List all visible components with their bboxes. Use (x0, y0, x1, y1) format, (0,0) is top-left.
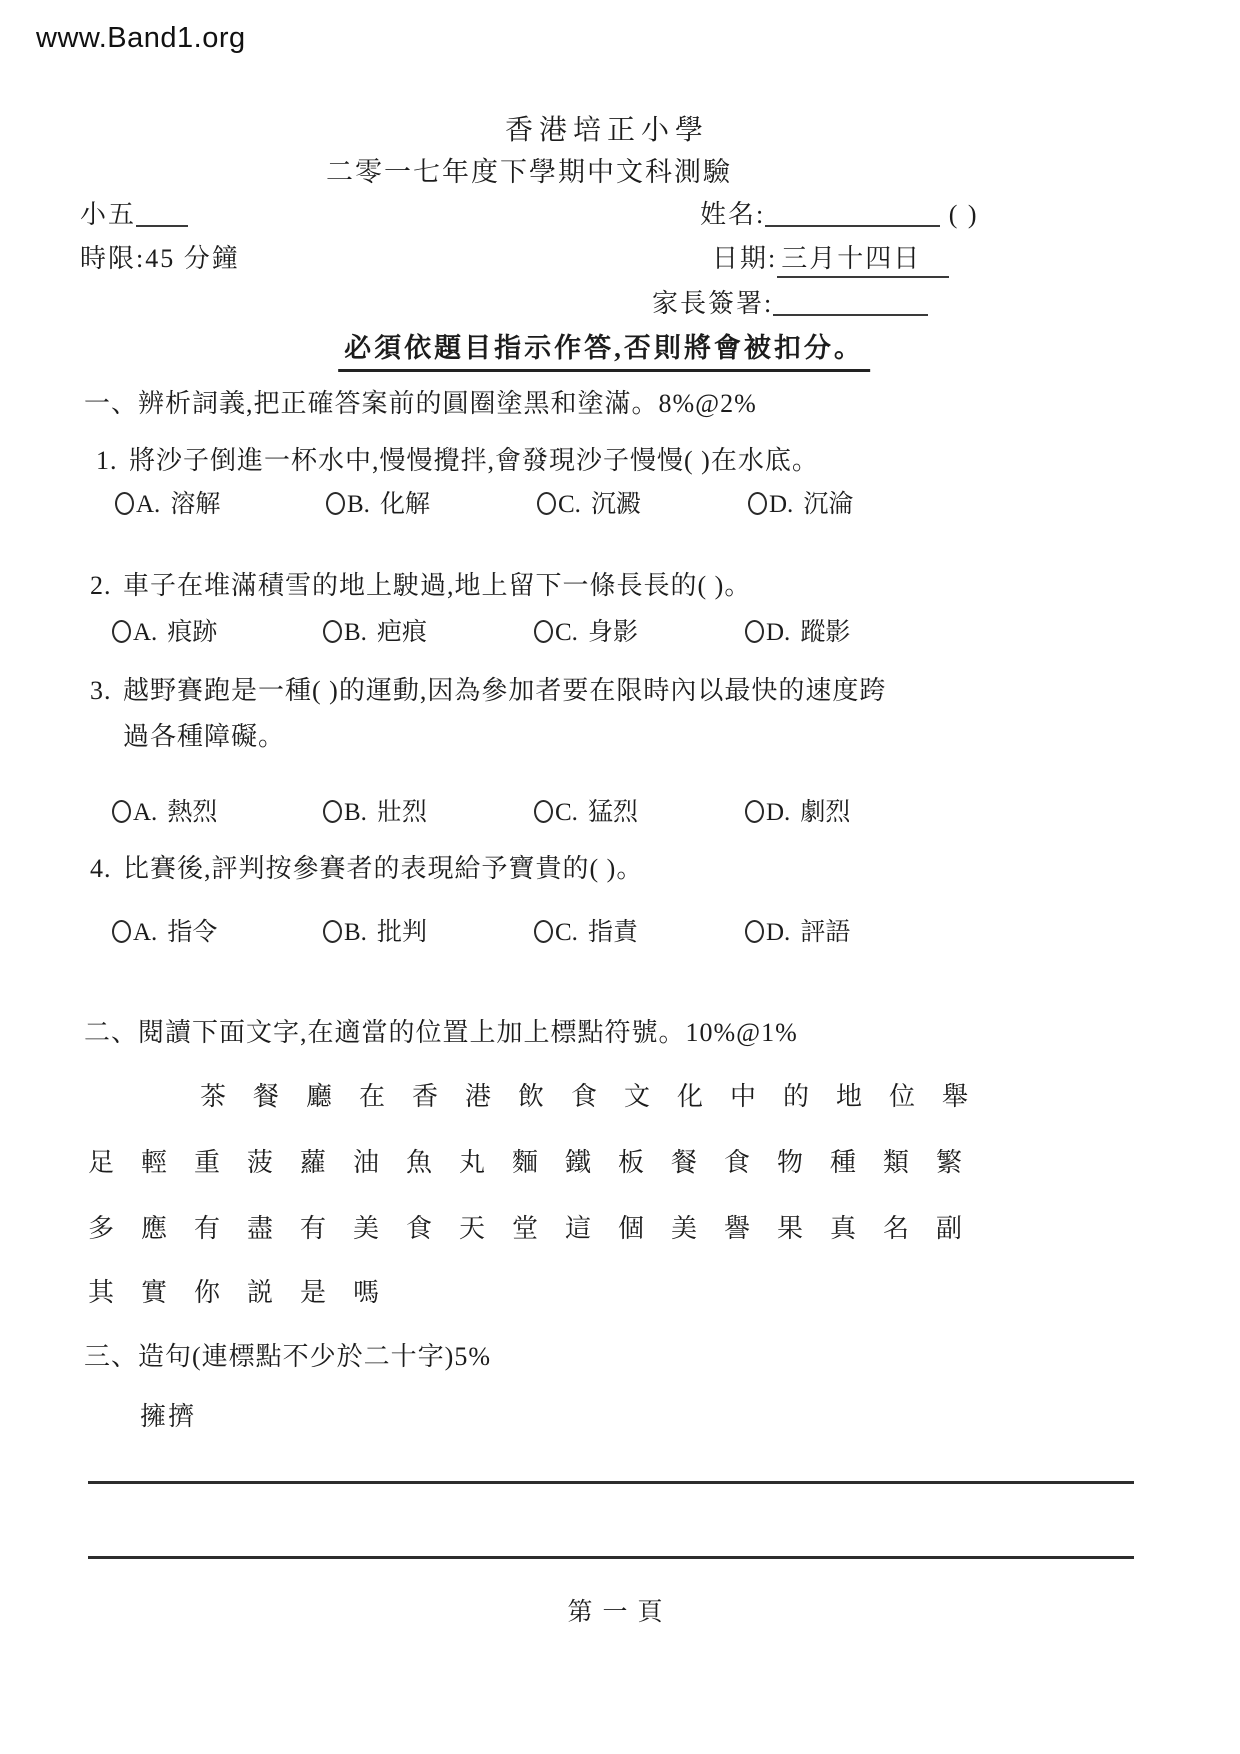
question-text: 車子在堆滿積雪的地上駛過,地上留下一條長長的( )。 (123, 571, 752, 600)
option-a: A. 熱烈 (112, 792, 323, 828)
date-value: 三月十四日 (777, 238, 949, 278)
date-label: 日期: (712, 244, 778, 273)
parent-sign-underline (773, 287, 928, 316)
answer-bubble-icon (537, 492, 556, 515)
answer-bubble-icon (112, 620, 131, 643)
option-a: A. 痕跡 (112, 612, 323, 648)
class-row (80, 194, 188, 231)
name-paren: ( ) (948, 200, 979, 229)
question-2-options (112, 612, 850, 648)
answer-bubble-icon (534, 920, 553, 943)
question-1-options (115, 484, 853, 520)
answer-bubble-icon (326, 492, 345, 515)
answer-bubble-icon (323, 620, 342, 643)
time-limit: 時限:45 分鐘 (80, 244, 240, 273)
option-a: A. 指令 (112, 912, 323, 948)
option-b: B. 化解 (326, 484, 537, 520)
option-c: C. 猛烈 (534, 792, 745, 828)
exam-title: 二零一七年度下學期中文科測驗 (326, 157, 732, 187)
vocab-word: 擁擠 (140, 1402, 197, 1431)
answer-bubble-icon (323, 800, 342, 823)
answer-bubble-icon (112, 800, 131, 823)
option-d: D. 劇烈 (745, 792, 850, 828)
question-3 (90, 668, 1150, 759)
question-number: 2. (90, 571, 112, 600)
writing-line-2 (88, 1556, 1134, 1559)
notice: 必須依題目指示作答,否則將會被扣分。 (338, 326, 870, 372)
class-underline (136, 198, 188, 227)
punctuation-line-1: 茶餐廳在香港飲食文化中的地位舉 (200, 1082, 996, 1111)
option-d: D. 沉淪 (748, 484, 853, 520)
option-b: B. 批判 (323, 912, 534, 948)
class-label: 小五 (80, 200, 137, 229)
question-2 (90, 563, 1150, 609)
writing-line-1 (88, 1481, 1134, 1484)
punctuation-line-2: 足輕重菠蘿油魚丸麵鐵板餐食物種類繁 (88, 1148, 990, 1177)
page-footer: 第一頁 (567, 1599, 673, 1626)
question-text: 越野賽跑是一種( )的運動,因為參加者要在限時內以最快的速度跨 過各種障礙。 (123, 676, 887, 751)
name-underline (765, 198, 940, 227)
answer-bubble-icon (534, 800, 553, 823)
answer-bubble-icon (745, 920, 764, 943)
answer-bubble-icon (323, 920, 342, 943)
question-text: 比賽後,評判按參賽者的表現給予寶貴的( )。 (123, 854, 644, 883)
section2-title: 二、閱讀下面文字,在適當的位置上加上標點符號。10%@1% (84, 1018, 798, 1047)
question-1 (96, 438, 1156, 484)
question-text: 將沙子倒進一杯水中,慢慢攪拌,會發現沙子慢慢( )在水底。 (129, 446, 819, 475)
parent-sign-row (652, 283, 928, 320)
answer-bubble-icon (745, 800, 764, 823)
question-4 (90, 846, 1150, 892)
parent-sign-label: 家長簽署: (652, 289, 774, 318)
name-label: 姓名: (700, 200, 766, 229)
answer-bubble-icon (748, 492, 767, 515)
section3-title: 三、造句(連標點不少於二十字)5% (84, 1342, 491, 1371)
school-name: 香港培正小學 (505, 115, 710, 146)
answer-bubble-icon (112, 920, 131, 943)
section1-title: 一、辨析詞義,把正確答案前的圓圈塗黑和塗滿。8%@2% (84, 389, 757, 418)
punctuation-line-4: 其實你説是嗎 (88, 1278, 407, 1307)
option-c: C. 身影 (534, 612, 745, 648)
question-number: 4. (90, 854, 112, 883)
option-b: B. 疤痕 (323, 612, 534, 648)
answer-bubble-icon (534, 620, 553, 643)
punctuation-line-3: 多應有盡有美食天堂這個美譽果真名副 (88, 1214, 990, 1243)
question-number: 3. (90, 676, 112, 705)
watermark: www.Band1.org (36, 22, 246, 54)
name-row (700, 194, 979, 231)
option-d: D. 蹤影 (745, 612, 850, 648)
date-row (712, 238, 949, 278)
option-c: C. 指責 (534, 912, 745, 948)
answer-bubble-icon (745, 620, 764, 643)
option-a: A. 溶解 (115, 484, 326, 520)
question-3-options (112, 792, 850, 828)
option-d: D. 評語 (745, 912, 850, 948)
answer-bubble-icon (115, 492, 134, 515)
question-number: 1. (96, 446, 118, 475)
option-b: B. 壯烈 (323, 792, 534, 828)
option-c: C. 沉澱 (537, 484, 748, 520)
question-4-options (112, 912, 850, 948)
